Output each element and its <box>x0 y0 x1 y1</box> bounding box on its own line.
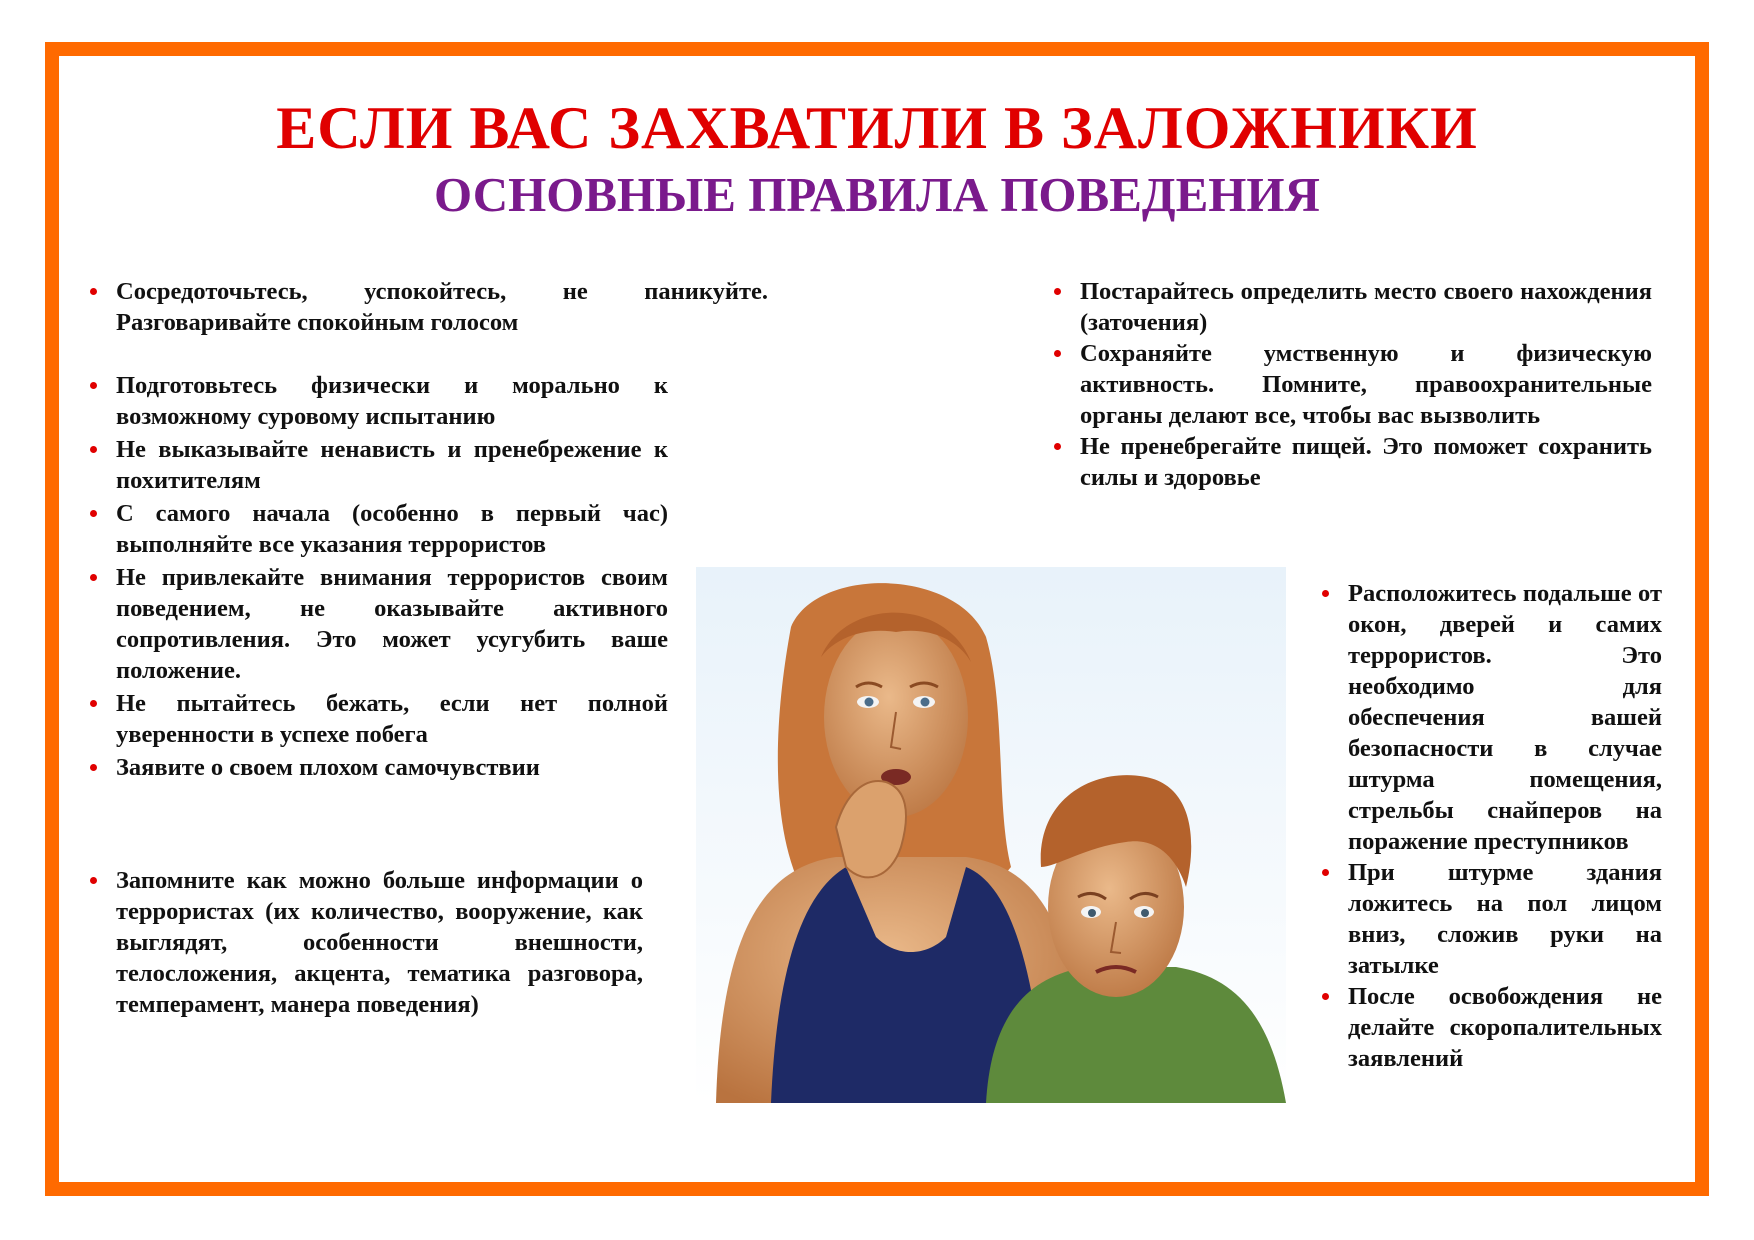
bullet-icon <box>90 764 97 771</box>
left-middle-list <box>88 370 668 785</box>
rule-text: При штурме здания ложитесь на пол лицом вниз, сложив руки на затылке <box>1348 859 1662 979</box>
rule-text: Расположитесь подальше от окон, дверей и самих террористов. Это необходимо для обеспечения вашей безопасности в случае штурма помещения, стрельбы снайперов на поражение преступников <box>1348 580 1662 855</box>
bullet-icon <box>90 877 97 884</box>
rule-text: Запомните как можно больше информации о террористах (их количество, вооружение, как выглядят, особенности внешности, телосложения, акцента, тематика разговора, темперамент, манера поведения) <box>116 867 643 1018</box>
rule-item <box>88 752 668 783</box>
bullet-icon <box>1322 993 1329 1000</box>
rule-text: После освобождения не делайте скоропалительных заявлений <box>1348 983 1662 1072</box>
rule-text: Сохраняйте умственную и физическую активность. Помните, правоохранительные органы делают все, чтобы вас вызволить <box>1080 340 1652 429</box>
rule-item <box>88 688 668 750</box>
rule-text: Постарайтесь определить место своего нахождения (заточения) <box>1080 278 1652 336</box>
rule-text: Заявите о своем плохом самочувствии <box>116 754 540 781</box>
right-top-list <box>1052 276 1652 493</box>
rule-text: Не пытайтесь бежать, если нет полной уверенности в успехе побега <box>116 690 668 748</box>
rule-item <box>88 370 668 432</box>
rule-item <box>88 434 668 496</box>
poster-subtitle: ОСНОВНЫЕ ПРАВИЛА ПОВЕДЕНИЯ <box>434 167 1320 222</box>
rule-text: С самого начала (особенно в первый час) выполняйте все указания террористов <box>116 500 668 558</box>
bullet-icon <box>90 446 97 453</box>
rule-item <box>1052 276 1652 338</box>
left-top-list <box>88 276 768 338</box>
bullet-icon <box>90 700 97 707</box>
bullet-icon <box>1322 590 1329 597</box>
bullet-icon <box>90 574 97 581</box>
bullet-icon <box>90 288 97 295</box>
bullet-icon <box>1054 443 1061 450</box>
rule-text: Подготовьтесь физически и морально к возможному суровому испытанию <box>116 372 668 430</box>
bullet-icon <box>90 510 97 517</box>
rule-text: Не привлекайте внимания террористов своим поведением, не оказывайте активного сопротивления. Это может усугубить ваше положение. <box>116 564 668 684</box>
left-bottom-list <box>88 865 643 1020</box>
bullet-icon <box>1054 288 1061 295</box>
rule-item <box>88 276 768 338</box>
rule-item <box>1052 431 1652 493</box>
rule-item <box>88 498 668 560</box>
right-bottom-list <box>1320 578 1662 1074</box>
rule-item <box>1320 857 1662 981</box>
bullet-icon <box>90 382 97 389</box>
rule-item <box>1320 981 1662 1074</box>
rule-item <box>1320 578 1662 857</box>
poster-title: ЕСЛИ ВАС ЗАХВАТИЛИ В ЗАЛОЖНИКИ <box>276 95 1478 161</box>
rule-text: Не пренебрегайте пищей. Это поможет сохранить силы и здоровье <box>1080 433 1652 491</box>
rule-item <box>1052 338 1652 431</box>
bullet-icon <box>1054 350 1061 357</box>
rule-item <box>88 865 643 1020</box>
rule-text: Сосредоточьтесь, успокойтесь, не паникуйте. Разговаривайте спокойным голосом <box>116 278 768 336</box>
rule-item <box>88 562 668 686</box>
hostages-illustration <box>696 567 1286 1103</box>
bullet-icon <box>1322 869 1329 876</box>
rule-text: Не выказывайте ненависть и пренебрежение к похитителям <box>116 436 668 494</box>
